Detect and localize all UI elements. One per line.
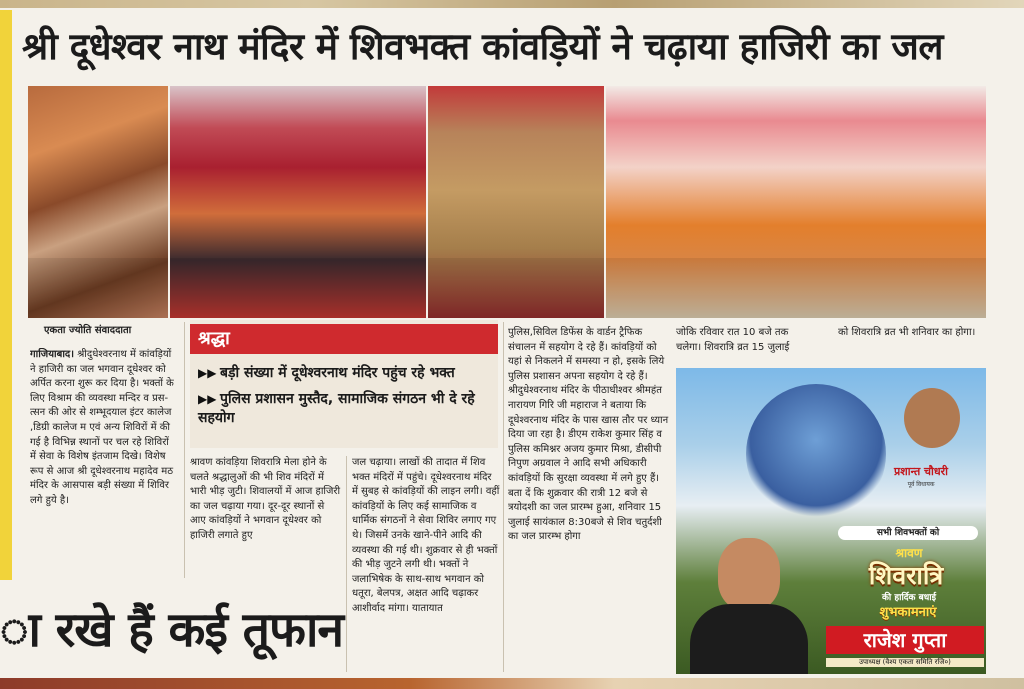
ad-shubhkamnayen: शुभकामनाएं — [879, 605, 937, 620]
highlight-box — [190, 320, 498, 448]
portrait-rajesh — [682, 538, 812, 674]
portrait-prashant — [904, 388, 960, 448]
ad-shivratri: शिवरात्रि — [868, 561, 944, 590]
ad-name-prashant: प्रशान्त चौधरी — [893, 465, 949, 478]
ad-name-prashant-title: पूर्व विधायक — [907, 481, 935, 488]
photo-saints-seated — [606, 86, 986, 318]
ad-hardik: की हार्दिक बधाई — [881, 593, 937, 603]
highlight-bullet — [198, 390, 494, 428]
column-divider — [184, 322, 185, 578]
article-column-5: जोकि रविवार रात 10 बजे तक चलेगा। शिवरात्रि व्रत 15 जुलाई — [676, 327, 790, 353]
highlight-header — [190, 324, 498, 354]
shivratri-greeting-ad — [676, 368, 986, 674]
article-column-1 — [30, 348, 178, 573]
column-divider — [346, 456, 347, 672]
double-arrow-icon: ▶▶ — [198, 366, 217, 380]
bullet-text: बड़ी संख्या में दूधेश्वरनाथ मंदिर पहुंच रहे भक्त — [220, 365, 455, 381]
photo-temple-crowd — [170, 86, 426, 318]
bottom-headline: ा रखे हैं कई तूफान — [0, 602, 344, 658]
column-1-text: श्रीदुधेश्वरनाथ में कांवड़ियों ने हाजिरी का जल भगवान दूधेश्वर को अर्पित करना शुरू कर दिया है। भक्तों के लिए विश्राम की व्यवस्था मन्दिर व प्रस-त्सन की ओर से शम्भूदयाल इंटर कालेज ,डिग्री कालेज म एवं अन्य शिविरों में की गई है विभिन्न स्थानों पर चल रहे शिविरों में सेवा के विशेष इंतजाम दिखे। विशेष रूप से आज श्री दूधेश्वरनाथ महादेव मठ मंदिर के आसपास बड़ी संख्या में शिविर लगे हुये है। — [30, 349, 174, 506]
photo-police-officers — [428, 86, 604, 318]
highlight-title: श्रद्धा — [198, 328, 230, 349]
ad-shravan: श्रावण — [895, 546, 923, 560]
article-column-3: जल चढ़ाया। लाखों की तादात में शिव भक्त मंदिरों में पहुंचे। दूधेश्वरनाथ मंदिर में सुबह से कांवड़ियों की लाइन लगी। वहीं कांवड़ियों के लिए कई सामाजिक व धार्मिक संगठनों ने सेवा शिविर लगाए गए थे। जिसमें उनके खाने-पीने आदि की व्यवस्था की गई थी। शुक्रवार से ही भक्तों की भीड़ जुटने लगी थी। भक्तों ने जलाभिषेक के साथ-साथ भगवान को धतूरा, बेलपत्र, अक्षत आदि चढ़ाकर आशीर्वाद मांगा। यातायात — [352, 457, 500, 614]
headline: श्री दूधेश्वर नाथ मंदिर में शिवभक्त कांवड़ियों ने चढ़ाया हाजिरी का जल — [22, 25, 943, 68]
deity-image — [746, 384, 886, 524]
bullet-text: पुलिस प्रशासन मुस्तैद, सामाजिक संगठन भी दे रहे सहयोग — [198, 391, 475, 426]
top-strip — [0, 0, 1024, 8]
article-column-4: पुलिस,सिविल डिफेंस के वार्डन ट्रैफिक संचालन में सहयोग दे रहे हैं। कांवड़ियों को यहां से निकलने में समस्या न हो, इसके लिये पुलिस प्रशासन अपना सहयोग दे रहे हैं। श्रीदुधेश्वरनाथ मंदिर के पीठाधीश्वर श्रीमहंत नारायण गिरि जी महाराज ने बताया कि दूधेश्वरनाथ मंदिर के पास खास तौर पर ध्यान दिया जा रहा है। डीएम राकेश कुमार सिंह व पुलिस कमिश्नर अजय कुमार मिश्रा, डीसीपी निपुण अग्रवाल ने आदि सभी अधिकारी कांवड़ियों कि सुरक्षा व्यवस्था में लगे हुए हैं। बता दें कि शुक्रवार की रात्री 12 बजे से त्रयोदशी का जल प्रारम्भ हुआ, शनिवार 15 जुलाई सायंकाल 8:30बजे से शिव चतुर्दशी का जल प्रारम्भ होगा — [508, 327, 669, 543]
photo-devotees-worship — [28, 86, 168, 318]
article-column-6: को शिवरात्रि व्रत भी शनिवार का होगा। — [838, 327, 976, 338]
ad-greeting-intro: सभी शिवभक्तों को — [838, 526, 978, 540]
bottom-strip — [0, 678, 1024, 689]
dateline-city: गाजियाबाद। — [30, 349, 75, 360]
article-column-2: श्रावण कांवड़िया शिवरात्रि मेला होने के चलते श्रद्धालुओं की भी शिव मंदिरों में भारी भीड़ जुटी। शिवालयों में आज हाजिरी का जल चढ़ाया गया। दूर-दूर स्थानों से आए कांवड़ियों ने भगवान दूधेश्वर को हाजिरी लगाते हुए — [190, 457, 341, 541]
ad-name-rajesh-title: उपाध्यक्ष (वैश्य एकता समिति रजि०) — [826, 658, 984, 667]
double-arrow-icon: ▶▶ — [198, 392, 217, 406]
left-yellow-bar — [0, 10, 12, 580]
highlight-bullet — [198, 364, 494, 383]
byline: एकता ज्योति संवाददाता — [44, 325, 132, 336]
ad-name-rajesh: राजेश गुप्ता — [826, 626, 984, 654]
column-divider — [503, 322, 504, 672]
